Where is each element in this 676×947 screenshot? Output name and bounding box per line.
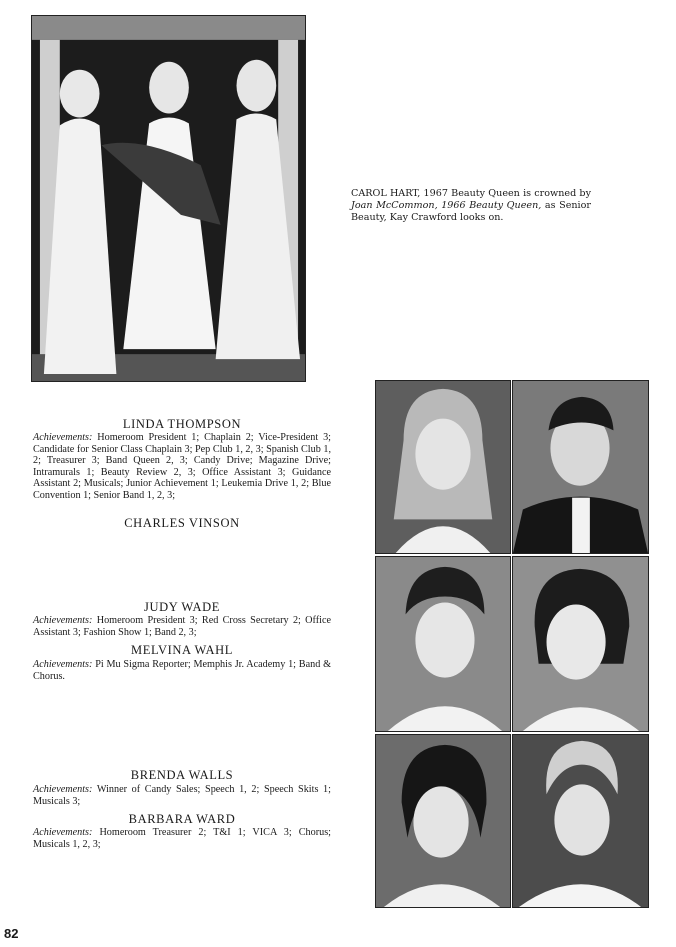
achievements-melvina-wahl [33, 659, 331, 682]
student-name-linda-thompson: LINDA THOMPSON [122, 417, 242, 431]
student-name-melvina-wahl: MELVINA WAHL [131, 643, 233, 657]
caption-text-3: as Senior Beauty, Kay Crawford looks on. [351, 200, 591, 223]
student-name-barbara-ward: BARBARA WARD [128, 812, 236, 826]
achievements-text: Pi Mu Sigma Reporter; Memphis Jr. Academy 1; Band & Chorus. [33, 659, 331, 682]
portrait-judy-wade [375, 556, 511, 732]
achievements-text: Homeroom Treasurer 2; T&I 1; VICA 3; Chorus; Musicals 1, 2, 3; [33, 827, 332, 850]
portrait-barbara-ward [512, 734, 649, 908]
student-name-judy-wade: JUDY WADE [144, 600, 220, 614]
photo-caption [351, 188, 591, 224]
achievements-label: Achievements: [33, 659, 93, 670]
achievements-label: Achievements: [33, 615, 93, 626]
portrait-charles-vinson [512, 380, 649, 554]
page-number: 82 [4, 926, 19, 941]
portrait-brenda-walls [375, 734, 511, 908]
achievements-label: Achievements: [33, 784, 93, 795]
achievements-text: Homeroom President 1; Chaplain 2; Vice-President 3; Candidate for Senior Class Chaplain 3; Pep Club 1, 2, 3; Spanish Club 1, 2; Treasurer 3; Band Queen 2, 3; Candy Drive; Magazine Drive; Intramurals 1; Beauty Review 2, 3; Office Assistant 3; Guidance Assistant 2; Musicals; Junior Achievement 1; Leukemia Drive 1, 2; Blue Convention 1; Senior Band 1, 2, 3; [33, 432, 331, 501]
caption-name: CAROL HART, [351, 188, 421, 199]
achievements-brenda-walls [33, 784, 331, 807]
portrait-melvina-wahl [512, 556, 649, 732]
student-name-charles-vinson: CHARLES VINSON [124, 516, 240, 530]
achievements-text: Winner of Candy Sales; Speech 1, 2; Speech Skits 1; Musicals 3; [33, 784, 331, 807]
caption-text-1: 1967 Beauty Queen is crowned by [423, 188, 591, 199]
achievements-barbara-ward [33, 827, 331, 850]
achievements-label: Achievements: [33, 827, 93, 838]
achievements-linda-thompson [33, 432, 331, 502]
student-name-brenda-walls: BRENDA WALLS [130, 768, 234, 782]
portrait-linda-thompson [375, 380, 511, 554]
achievements-label: Achievements: [33, 432, 93, 443]
coronation-photo [31, 15, 306, 382]
achievements-text: Homeroom President 3; Red Cross Secretary 2; Office Assistant 3; Fashion Show 1; Band 2, 3; [33, 615, 332, 638]
achievements-judy-wade [33, 615, 331, 638]
caption-text-2: Joan McCommon, 1966 Beauty Queen, [351, 200, 542, 211]
